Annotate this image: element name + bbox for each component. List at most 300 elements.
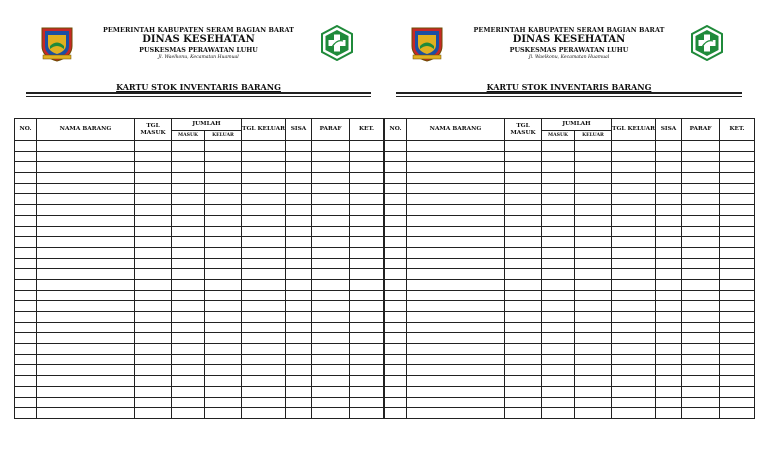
table-cell xyxy=(312,301,350,312)
table-cell xyxy=(242,386,286,397)
table-cell xyxy=(15,258,37,269)
table-cell xyxy=(682,173,720,184)
table-cell xyxy=(350,151,384,162)
col-tgl-masuk: TGL MASUK xyxy=(135,119,172,141)
table-cell xyxy=(37,322,135,333)
table-cell xyxy=(656,162,682,173)
table-cell xyxy=(542,247,575,258)
table-cell xyxy=(505,333,542,344)
table-cell xyxy=(37,344,135,355)
table-cell xyxy=(350,205,384,216)
table-cell xyxy=(682,279,720,290)
table-cell xyxy=(15,173,37,184)
col-sisa: SISA xyxy=(656,119,682,141)
table-cell xyxy=(407,408,505,419)
table-cell xyxy=(720,173,755,184)
table-cell xyxy=(286,269,312,280)
table-row xyxy=(385,215,755,226)
table-cell xyxy=(312,205,350,216)
table-cell xyxy=(612,333,656,344)
table-cell xyxy=(350,365,384,376)
table-cell xyxy=(135,183,172,194)
table-cell xyxy=(242,247,286,258)
table-cell xyxy=(505,279,542,290)
table-cell xyxy=(135,162,172,173)
table-cell xyxy=(312,386,350,397)
table-cell xyxy=(205,312,242,323)
table-cell xyxy=(542,312,575,323)
table-cell xyxy=(682,258,720,269)
table-cell xyxy=(205,322,242,333)
col-jumlah: JUMLAH xyxy=(542,119,612,131)
table-cell xyxy=(286,322,312,333)
table-cell xyxy=(15,333,37,344)
table-cell xyxy=(407,365,505,376)
table-cell xyxy=(135,333,172,344)
table-cell xyxy=(682,365,720,376)
table-cell xyxy=(612,162,656,173)
table-cell xyxy=(172,322,205,333)
table-cell xyxy=(172,183,205,194)
table-cell xyxy=(205,376,242,387)
table-cell xyxy=(205,247,242,258)
table-cell xyxy=(15,365,37,376)
table-cell xyxy=(720,301,755,312)
table-row xyxy=(385,312,755,323)
table-row xyxy=(385,258,755,269)
table-cell xyxy=(350,173,384,184)
table-cell xyxy=(286,194,312,205)
table-row xyxy=(385,344,755,355)
health-cross-icon xyxy=(690,25,724,61)
table-cell xyxy=(682,162,720,173)
table-cell xyxy=(172,408,205,419)
table-cell xyxy=(37,237,135,248)
table-cell xyxy=(612,290,656,301)
table-cell xyxy=(350,194,384,205)
table-cell xyxy=(542,215,575,226)
table-cell xyxy=(37,333,135,344)
table-cell xyxy=(682,408,720,419)
table-row xyxy=(15,333,384,344)
table-cell xyxy=(682,354,720,365)
table-row xyxy=(385,386,755,397)
table-cell xyxy=(656,183,682,194)
table-cell xyxy=(135,397,172,408)
table-cell xyxy=(350,258,384,269)
table-cell xyxy=(505,301,542,312)
table-cell xyxy=(242,301,286,312)
table-cell xyxy=(720,183,755,194)
table-cell xyxy=(172,386,205,397)
table-cell xyxy=(242,344,286,355)
table-cell xyxy=(172,215,205,226)
table-cell xyxy=(720,397,755,408)
table-cell xyxy=(242,226,286,237)
table-cell xyxy=(242,397,286,408)
table-cell xyxy=(505,194,542,205)
table-row xyxy=(385,376,755,387)
table-cell xyxy=(682,141,720,152)
table-cell xyxy=(407,376,505,387)
table-cell xyxy=(15,237,37,248)
table-cell xyxy=(286,151,312,162)
table-cell xyxy=(286,258,312,269)
table-cell xyxy=(135,151,172,162)
letterhead-rule xyxy=(396,92,742,94)
table-cell xyxy=(542,279,575,290)
table-cell xyxy=(656,312,682,323)
table-cell xyxy=(656,237,682,248)
table-cell xyxy=(656,344,682,355)
table-row xyxy=(15,237,384,248)
table-cell xyxy=(612,173,656,184)
table-cell xyxy=(312,269,350,280)
table-cell xyxy=(407,205,505,216)
table-cell xyxy=(350,162,384,173)
table-cell xyxy=(407,237,505,248)
col-nama-barang: NAMA BARANG xyxy=(407,119,505,141)
table-cell xyxy=(135,205,172,216)
table-row xyxy=(385,183,755,194)
table-cell xyxy=(575,237,612,248)
table-cell xyxy=(407,151,505,162)
table-cell xyxy=(242,408,286,419)
table-cell xyxy=(135,173,172,184)
table-cell xyxy=(286,226,312,237)
table-cell xyxy=(720,151,755,162)
col-jumlah-keluar: KELUAR xyxy=(205,131,242,141)
table-cell xyxy=(575,301,612,312)
table-cell xyxy=(407,301,505,312)
table-cell xyxy=(682,205,720,216)
table-cell xyxy=(312,408,350,419)
table-cell xyxy=(37,247,135,258)
table-row xyxy=(385,205,755,216)
table-cell xyxy=(682,183,720,194)
col-ket: KET. xyxy=(350,119,384,141)
table-cell xyxy=(385,183,407,194)
table-cell xyxy=(350,376,384,387)
table-cell xyxy=(15,226,37,237)
table-cell xyxy=(656,247,682,258)
table-cell xyxy=(720,312,755,323)
table-cell xyxy=(350,397,384,408)
table-row xyxy=(15,279,384,290)
table-cell xyxy=(350,141,384,152)
table-row xyxy=(15,354,384,365)
table-cell xyxy=(505,258,542,269)
table-cell xyxy=(312,279,350,290)
table-cell xyxy=(312,226,350,237)
table-cell xyxy=(350,312,384,323)
table-cell xyxy=(242,312,286,323)
table-cell xyxy=(505,237,542,248)
table-cell xyxy=(312,141,350,152)
table-cell xyxy=(720,205,755,216)
col-no: NO. xyxy=(385,119,407,141)
table-cell xyxy=(575,151,612,162)
table-cell xyxy=(172,269,205,280)
table-cell xyxy=(656,151,682,162)
table-row xyxy=(385,141,755,152)
table-cell xyxy=(385,354,407,365)
table-cell xyxy=(505,290,542,301)
table-row xyxy=(15,397,384,408)
table-row xyxy=(15,312,384,323)
table-cell xyxy=(385,312,407,323)
table-cell xyxy=(286,397,312,408)
inventory-table xyxy=(384,118,755,419)
table-cell xyxy=(505,354,542,365)
table-cell xyxy=(682,237,720,248)
table-cell xyxy=(312,312,350,323)
table-cell xyxy=(575,215,612,226)
table-cell xyxy=(656,386,682,397)
table-cell xyxy=(172,290,205,301)
table-cell xyxy=(312,354,350,365)
table-cell xyxy=(575,269,612,280)
table-row xyxy=(15,365,384,376)
table-cell xyxy=(286,162,312,173)
table-cell xyxy=(312,322,350,333)
address-line: Jl. Waelkonu, Kecamatan Huamual xyxy=(158,54,239,60)
table-cell xyxy=(385,151,407,162)
table-row xyxy=(15,162,384,173)
table-cell xyxy=(286,290,312,301)
table-cell xyxy=(542,333,575,344)
table-cell xyxy=(656,376,682,387)
table-cell xyxy=(407,344,505,355)
table-cell xyxy=(172,365,205,376)
table-cell xyxy=(15,194,37,205)
table-row xyxy=(15,215,384,226)
table-cell xyxy=(242,269,286,280)
table-cell xyxy=(542,237,575,248)
table-cell xyxy=(135,386,172,397)
table-cell xyxy=(682,322,720,333)
table-cell xyxy=(15,408,37,419)
table-cell xyxy=(542,205,575,216)
table-cell xyxy=(205,290,242,301)
table-row xyxy=(385,408,755,419)
table-cell xyxy=(172,173,205,184)
table-cell xyxy=(505,322,542,333)
table-cell xyxy=(242,258,286,269)
letterhead xyxy=(384,24,754,70)
table-cell xyxy=(286,333,312,344)
table-cell xyxy=(385,162,407,173)
table-cell xyxy=(172,205,205,216)
table-cell xyxy=(205,215,242,226)
table-cell xyxy=(286,279,312,290)
col-paraf: PARAF xyxy=(312,119,350,141)
table-cell xyxy=(350,386,384,397)
table-cell xyxy=(575,247,612,258)
col-nama-barang: NAMA BARANG xyxy=(37,119,135,141)
health-cross-icon xyxy=(320,25,354,61)
table-cell xyxy=(205,279,242,290)
table-row xyxy=(385,237,755,248)
table-cell xyxy=(205,386,242,397)
table-cell xyxy=(407,258,505,269)
table-cell xyxy=(172,344,205,355)
table-cell xyxy=(15,290,37,301)
table-cell xyxy=(720,194,755,205)
col-no: NO. xyxy=(15,119,37,141)
table-cell xyxy=(37,141,135,152)
table-cell xyxy=(720,162,755,173)
table-cell xyxy=(205,354,242,365)
table-row xyxy=(15,151,384,162)
table-cell xyxy=(350,301,384,312)
table-cell xyxy=(612,408,656,419)
table-cell xyxy=(575,397,612,408)
table-cell xyxy=(385,205,407,216)
table-cell xyxy=(172,279,205,290)
table-cell xyxy=(682,215,720,226)
table-cell xyxy=(37,365,135,376)
table-cell xyxy=(505,312,542,323)
government-line: PEMERINTAH KABUPATEN SERAM BAGIAN BARAT xyxy=(102,26,295,34)
table-cell xyxy=(656,408,682,419)
table-cell xyxy=(575,365,612,376)
table-row xyxy=(385,301,755,312)
table-cell xyxy=(286,183,312,194)
table-cell xyxy=(682,226,720,237)
table-cell xyxy=(682,333,720,344)
table-cell xyxy=(612,151,656,162)
puskesmas-name: PUSKESMAS PERAWATAN LUHU xyxy=(509,46,629,55)
table-cell xyxy=(542,301,575,312)
table-cell xyxy=(205,237,242,248)
table-cell xyxy=(37,376,135,387)
table-cell xyxy=(612,354,656,365)
table-cell xyxy=(575,194,612,205)
table-cell xyxy=(385,194,407,205)
col-jumlah-keluar: KELUAR xyxy=(575,131,612,141)
table-cell xyxy=(407,279,505,290)
table-row xyxy=(385,162,755,173)
card-title: KARTU STOK INVENTARIS BARANG xyxy=(486,82,652,92)
table-cell xyxy=(172,354,205,365)
table-cell xyxy=(407,269,505,280)
table-row xyxy=(15,194,384,205)
table-cell xyxy=(205,258,242,269)
table-cell xyxy=(505,376,542,387)
table-cell xyxy=(407,173,505,184)
agency-name: DINAS KESEHATAN xyxy=(512,34,626,46)
table-cell xyxy=(242,354,286,365)
table-cell xyxy=(37,215,135,226)
table-cell xyxy=(37,173,135,184)
table-cell xyxy=(542,365,575,376)
table-cell xyxy=(286,312,312,323)
table-cell xyxy=(720,258,755,269)
table-cell xyxy=(385,322,407,333)
table-row xyxy=(385,333,755,344)
table-cell xyxy=(15,205,37,216)
table-cell xyxy=(505,173,542,184)
table-cell xyxy=(286,173,312,184)
table-cell xyxy=(242,365,286,376)
table-cell xyxy=(575,183,612,194)
table-cell xyxy=(205,205,242,216)
table-cell xyxy=(350,237,384,248)
table-cell xyxy=(656,290,682,301)
table-cell xyxy=(720,386,755,397)
col-tgl-keluar: TGL KELUAR xyxy=(242,119,286,141)
table-cell xyxy=(15,386,37,397)
table-cell xyxy=(575,322,612,333)
table-row xyxy=(15,301,384,312)
table-cell xyxy=(575,173,612,184)
table-cell xyxy=(15,344,37,355)
table-cell xyxy=(656,354,682,365)
table-cell xyxy=(242,194,286,205)
table-cell xyxy=(15,162,37,173)
table-cell xyxy=(656,226,682,237)
table-cell xyxy=(407,333,505,344)
table-cell xyxy=(682,194,720,205)
table-cell xyxy=(242,151,286,162)
table-cell xyxy=(385,247,407,258)
table-cell xyxy=(542,183,575,194)
table-row xyxy=(385,247,755,258)
table-cell xyxy=(385,408,407,419)
kabupaten-emblem-icon xyxy=(40,26,74,62)
table-row xyxy=(15,386,384,397)
table-cell xyxy=(385,237,407,248)
table-cell xyxy=(407,194,505,205)
table-cell xyxy=(205,408,242,419)
table-cell xyxy=(656,141,682,152)
table-cell xyxy=(682,344,720,355)
table-cell xyxy=(286,344,312,355)
table-cell xyxy=(720,333,755,344)
table-cell xyxy=(542,354,575,365)
table-cell xyxy=(350,333,384,344)
table-cell xyxy=(720,290,755,301)
table-cell xyxy=(242,162,286,173)
table-cell xyxy=(135,258,172,269)
table-cell xyxy=(312,162,350,173)
table-cell xyxy=(720,354,755,365)
table-cell xyxy=(385,269,407,280)
table-cell xyxy=(720,226,755,237)
table-row xyxy=(15,205,384,216)
table-cell xyxy=(505,386,542,397)
table-cell xyxy=(682,290,720,301)
table-cell xyxy=(505,183,542,194)
col-jumlah-masuk: MASUK xyxy=(172,131,205,141)
table-cell xyxy=(407,386,505,397)
table-cell xyxy=(385,279,407,290)
table-cell xyxy=(205,333,242,344)
table-cell xyxy=(656,365,682,376)
table-cell xyxy=(15,269,37,280)
table-cell xyxy=(135,226,172,237)
table-cell xyxy=(407,397,505,408)
table-cell xyxy=(242,290,286,301)
table-cell xyxy=(612,141,656,152)
table-cell xyxy=(312,215,350,226)
table-cell xyxy=(656,397,682,408)
table-cell xyxy=(15,215,37,226)
table-cell xyxy=(242,237,286,248)
table-cell xyxy=(407,247,505,258)
table-cell xyxy=(135,247,172,258)
